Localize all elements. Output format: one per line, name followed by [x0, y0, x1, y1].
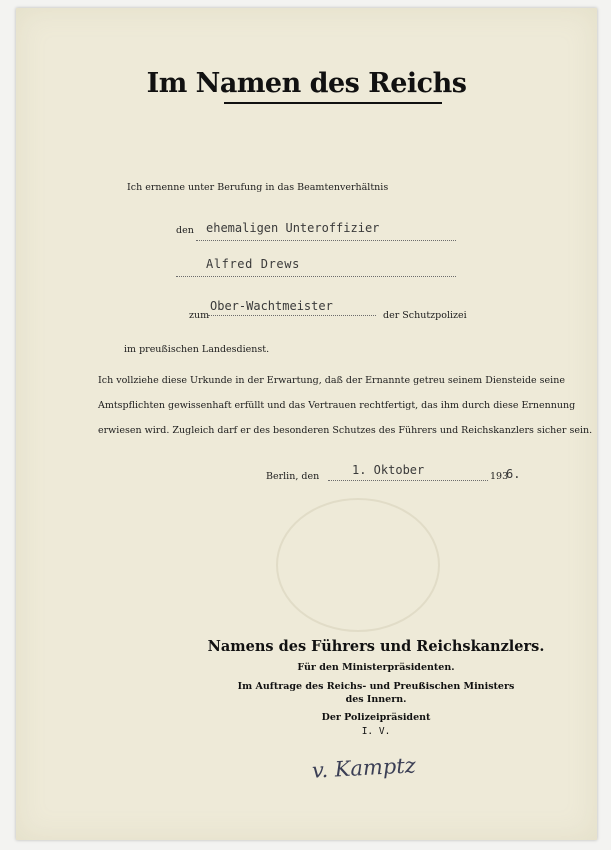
signature-line-ministerpraesident: Für den Ministerpräsidenten.: [297, 662, 455, 673]
zum-label: zum: [189, 310, 210, 321]
former-rank-value: ehemaligen Unteroffizier: [206, 221, 380, 235]
handwritten-signature: v. Kamptz: [311, 753, 417, 783]
signature-line-innern: des Innern.: [345, 694, 407, 705]
place-label: Berlin, den: [266, 471, 320, 482]
person-name-dotted-line: [176, 276, 456, 277]
den-label: den: [176, 225, 194, 236]
document-heading: Im Namen des Reichs: [146, 68, 467, 99]
faint-seal-watermark: [276, 498, 440, 632]
date-dotted-line: [328, 480, 488, 481]
year-suffix: 6.: [506, 467, 521, 481]
new-rank-dotted-line: [208, 315, 376, 316]
date-value: 1. Oktober: [352, 463, 425, 477]
paragraph-line-3: erwiesen wird. Zugleich darf er des besonderen Schutzes des Führers und Reichskanzlers sicher sein.: [98, 425, 593, 436]
former-rank-dotted-line: [196, 240, 456, 241]
heading-underline: [224, 102, 442, 104]
signature-line-namens: Namens des Führers und Reichskanzlers.: [207, 638, 545, 655]
year-prefix: 193: [490, 471, 509, 482]
signature-line-iv: I. V.: [361, 726, 391, 737]
landesdienst-line: im preußischen Landesdienst.: [124, 344, 270, 355]
certificate-sheet: [16, 8, 597, 840]
schutzpolizei-label: der Schutzpolizei: [383, 310, 467, 321]
paragraph-line-2: Amtspflichten gewissenhaft erfüllt und das Vertrauen rechtfertigt, das ihm durch diese Ernennung: [98, 400, 576, 411]
signature-line-auftrage: Im Auftrage des Reichs- und Preußischen Ministers: [237, 681, 515, 692]
appointment-line: Ich ernenne unter Berufung in das Beamtenverhältnis: [127, 182, 389, 193]
person-name-value: Alfred Drews: [206, 257, 300, 271]
new-rank-value: Ober-Wachtmeister: [210, 299, 333, 313]
paragraph-line-1: Ich vollziehe diese Urkunde in der Erwartung, daß der Ernannte getreu seinem Diensteide seine: [98, 375, 565, 386]
signature-line-polizeipraesident: Der Polizeipräsident: [321, 712, 431, 723]
